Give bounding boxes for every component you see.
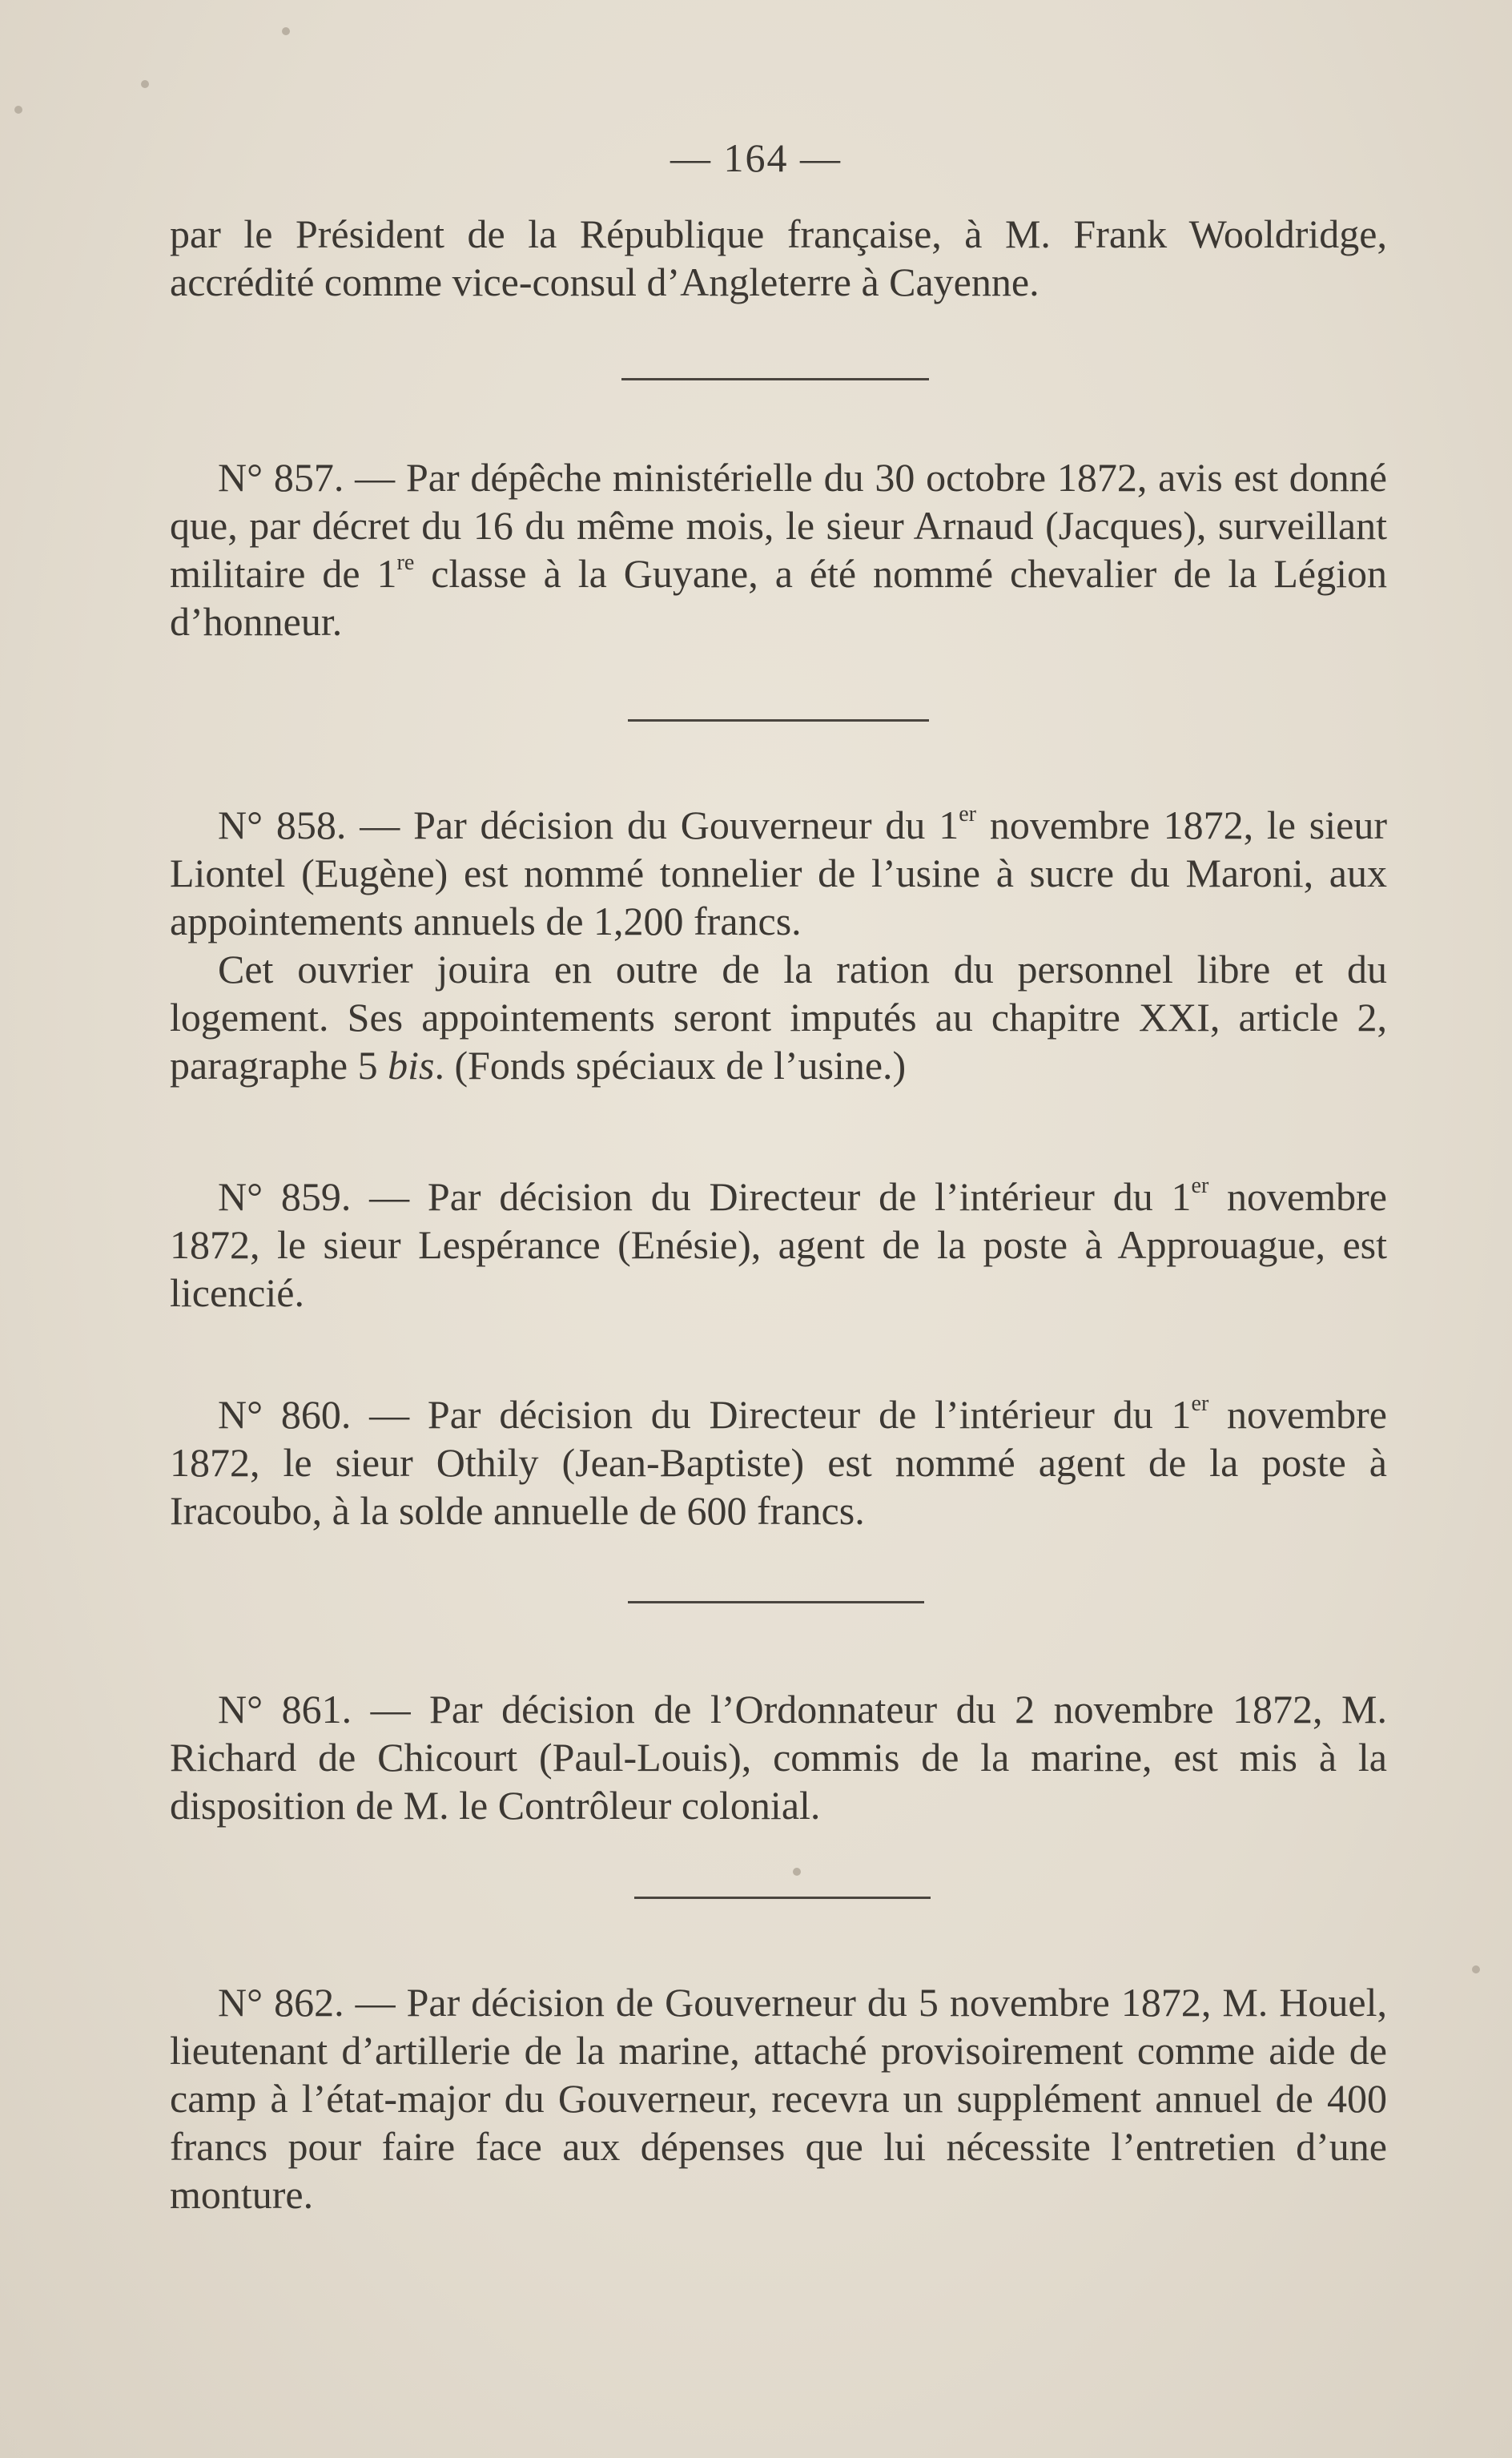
paper-speck bbox=[141, 80, 149, 88]
paragraph-858 bbox=[170, 801, 1387, 945]
separator-rule bbox=[621, 378, 929, 380]
superscript: er bbox=[1191, 1173, 1209, 1198]
paper-speck bbox=[1472, 1965, 1480, 1973]
italic-text: bis bbox=[388, 1043, 435, 1088]
paper-speck bbox=[282, 27, 290, 35]
separator-rule bbox=[634, 1897, 931, 1899]
paragraph-text: N° 860. — Par décision du Directeur de l’intérieur du 1 bbox=[218, 1392, 1192, 1437]
paragraph-text: novembre 1872, le sieur Lespérance (Enésie), agent de la poste à Approuague, est licencié. bbox=[170, 1174, 1387, 1315]
paragraph-text: N° 862. — Par décision de Gouverneur du 5 novembre 1872, M. Houel, lieutenant d’artillerie de la marine, attaché provisoirement comme aide de camp à l’état-major du Gouverneur, recevra un supplément annuel de 400 francs pour faire face aux dépenses que lui nécessite l’entretien d’une monture. bbox=[170, 1980, 1387, 2217]
separator-rule bbox=[628, 1601, 924, 1603]
paragraph-text: N° 861. — Par décision de l’Ordonnateur du 2 novembre 1872, M. Richard de Chicourt (Paul-Louis), commis de la marine, est mis à la disposition de M. le Contrôleur colonial. bbox=[170, 1687, 1387, 1828]
paragraph-continuation bbox=[170, 210, 1387, 306]
paragraph-text: classe à la Guyane, a été nommé chevalier de la Légion d’honneur. bbox=[170, 551, 1387, 644]
paragraph-text: N° 858. — Par décision du Gouverneur du 1 bbox=[218, 803, 959, 847]
paragraph-text: . (Fonds spéciaux de l’usine.) bbox=[434, 1043, 907, 1088]
paper-speck bbox=[793, 1868, 801, 1876]
paragraph-text: par le Président de la République française, à M. Frank Wooldridge, accrédité comme vice-consul d’Angleterre à Cayenne. bbox=[170, 211, 1387, 304]
paragraph-text: N° 859. — Par décision du Directeur de l’intérieur du 1 bbox=[218, 1174, 1192, 1219]
paragraph-861 bbox=[170, 1685, 1387, 1829]
paragraph-857 bbox=[170, 453, 1387, 646]
separator-rule bbox=[628, 719, 929, 722]
superscript: re bbox=[396, 550, 415, 575]
paragraph-text: N° 857. — Par dépêche ministérielle du 30 octobre 1872, avis est donné que, par décret du 16 du même mois, le sieur Arnaud (Jacques), surveillant militaire de 1 bbox=[170, 455, 1387, 596]
paragraph-text: Cet ouvrier jouira en outre de la ration du personnel libre et du logement. Ses appointements seront imputés au chapitre XXI, article 2, paragraphe 5 bbox=[170, 947, 1387, 1088]
paragraph-text: novembre 1872, le sieur Othily (Jean-Baptiste) est nommé agent de la poste à Iracoubo, à la solde annuelle de 600 francs. bbox=[170, 1392, 1387, 1533]
superscript: er bbox=[959, 802, 977, 827]
paper-speck bbox=[14, 106, 22, 114]
page-number: — 164 — bbox=[670, 135, 842, 180]
paragraph-862 bbox=[170, 1978, 1387, 2219]
paragraph-860 bbox=[170, 1390, 1387, 1535]
paragraph-858-continuation bbox=[170, 945, 1387, 1089]
superscript: er bbox=[1191, 1391, 1209, 1416]
paragraph-text: novembre 1872, le sieur Liontel (Eugène) est nommé tonnelier de l’usine à sucre du Maroni, aux appointements annuels de 1,200 francs. bbox=[170, 803, 1387, 943]
paragraph-859 bbox=[170, 1173, 1387, 1317]
